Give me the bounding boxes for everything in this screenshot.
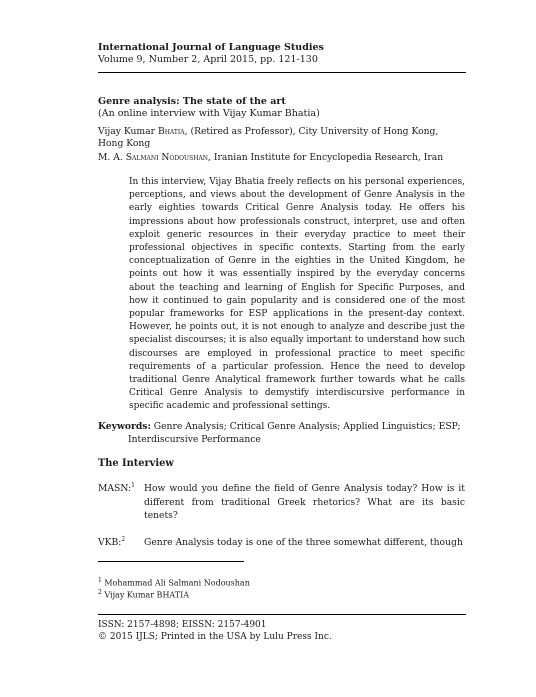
footnote-mark-2: 2 [121,536,126,543]
footnote-2-text: Vijay Kumar BHATIA [104,590,190,600]
footnote-mark-1: 1 [131,482,135,489]
copyright-line: © 2015 IJLS; Printed in the USA by Lulu Press Inc. [98,632,332,642]
author2-initials: M. A. [98,152,123,163]
author2-surname: Salmani Nodoushan [125,152,209,163]
speaker-vkb [98,536,125,548]
article-subtitle: (An online interview with Vijay Kumar Bhatia) [98,108,320,119]
author1-affiliation-cont: Hong Kong [98,138,151,149]
author-affiliation-1 [98,126,438,137]
keywords-line1: Genre Analysis; Critical Genre Analysis; Applied Linguistics; ESP; [153,421,461,432]
footnote-2-mark: 2 [98,589,102,596]
speaker-masn [98,482,135,494]
author1-surname: Bhatia [157,126,185,137]
section-heading-interview: The Interview [98,458,174,469]
footnote-2 [98,589,189,600]
header-rule [98,72,466,73]
footnote-1-text: Mohammad Ali Salmani Nodoushan [104,578,250,588]
speaker-vkb-label: VKB: [98,537,122,549]
footnote-1 [98,577,250,588]
answer-1: Genre Analysis today is one of the three somewhat different, though [144,537,463,548]
question-1: How would you define the field of Genre Analysis today? How is it different from traditional Greek rhetorics? What are its basic tenets? [144,483,465,521]
abstract: In this interview, Vijay Bhatia freely reflects on his personal experiences, perceptions, and views about the development of Genre Analysis in the early eighties towards Critical Genre Analysis today. He offers his impressions about how professionals construct, interpret, use and often exploit generic resources in their everyday practice to meet their professional objectives in specific contexts. Starting from the early conceptualization of Genre in the eighties in the United Kingdom, he points out how it was essentially inspired by the everyday concerns about the teaching and learning of English for Specific Purposes, and how it continued to gain popularity and is considered one of the most popular frameworks for ESP applications in the present-day context. However, he points out, it is not enough to analyze and describe just the specialist discourses; it is also equally important to understand how such discourses are employed in professional practice to meet specific requirements of a particular profession. Hence the need to develop traditional Genre Analytical framework further towards what he calls Critical Genre Analysis to demystify interdiscursive performance in specific academic and professional settings. [129,177,465,412]
footer-rule [98,614,466,615]
author2-affiliation: , Iranian Institute for Encyclopedia Research, Iran [208,152,444,163]
author1-name: Vijay Kumar [98,126,156,137]
article-title: Genre analysis: The state of the art [98,96,286,107]
footnote-rule [98,561,244,562]
journal-volume-info: Volume 9, Number 2, April 2015, pp. 121-130 [98,54,318,65]
author1-affiliation: , (Retired as Professor), City University of Hong Kong, [184,126,439,137]
journal-name: International Journal of Language Studies [98,42,324,53]
issn-line: ISSN: 2157-4898; EISSN: 2157-4901 [98,620,267,630]
footnote-1-mark: 1 [98,577,102,584]
keywords-line2: Interdiscursive Performance [128,434,261,445]
author-affiliation-2 [98,152,443,163]
speaker-masn-label: MASN: [98,483,132,495]
keywords-label: Keywords: [98,421,151,432]
keywords [98,420,466,446]
